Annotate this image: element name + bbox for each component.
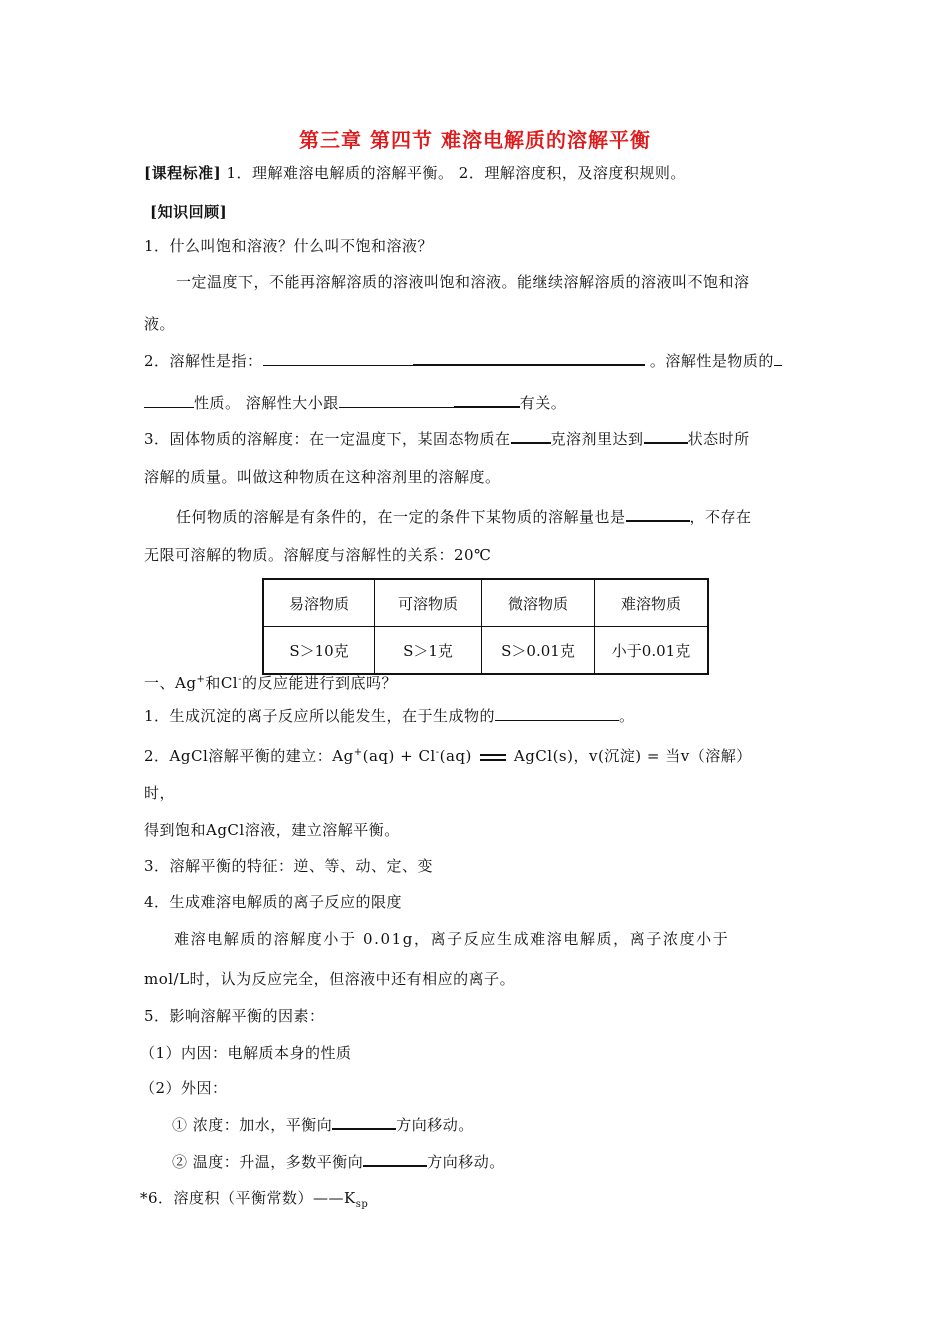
section1-item5-2a	[172, 1114, 474, 1135]
table-cell: S＞1克	[375, 627, 482, 675]
item5-2b-text-a: ② 温度：升温，多数平衡向	[172, 1153, 364, 1171]
review-a1-line2: 液。	[144, 315, 176, 333]
heading-text-b: 和Cl	[205, 674, 239, 692]
item5-2a-text-b: 方向移动。	[396, 1116, 474, 1134]
q2-blank-1[interactable]	[263, 351, 413, 366]
table-cell: S＞0.01克	[482, 627, 595, 675]
q3-text-b: 克溶剂里达到	[550, 430, 644, 448]
review-label: [知识回顾]	[150, 203, 228, 221]
review-q2-line1	[144, 350, 782, 371]
review-paragraph-line1	[176, 506, 752, 527]
standard-label: [课程标准]	[144, 164, 222, 182]
item2-sup-a: +	[353, 747, 363, 758]
item1-text-b: 。	[619, 707, 635, 725]
section1-item5-1: （1）内因：电解质本身的性质	[140, 1044, 352, 1062]
q3-text-c: 状态时所	[687, 430, 750, 448]
table-cell: 小于0.01克	[595, 627, 709, 675]
table-header-cell: 难溶物质	[595, 579, 709, 627]
item5-2a-text-a: ① 浓度：加水，平衡向	[172, 1116, 333, 1134]
review-q3-line1	[144, 428, 750, 449]
table-row	[263, 627, 708, 675]
section1-item4: 4．生成难溶电解质的离子反应的限度	[144, 893, 403, 911]
section1-item2-line2: 时，	[144, 784, 176, 802]
item2-text-d: AgCl(s)，v(沉淀) = 当v（溶解）	[513, 747, 752, 765]
section1-item3: 3．溶解平衡的特征：逆、等、动、定、变	[144, 857, 434, 875]
review-q2-line2	[144, 392, 566, 413]
q2-blank-2b[interactable]	[144, 393, 194, 408]
section1-item2-line3: 得到饱和AgCl溶液，建立溶解平衡。	[144, 821, 400, 839]
p-text-a: 任何物质的溶解是有条件的，在一定的条件下某物质的溶解量也是	[176, 508, 626, 526]
item6-sub: sp	[355, 1199, 369, 1210]
review-paragraph-line2: 无限可溶解的物质。溶解度与溶解性的关系：20℃	[144, 546, 492, 564]
q2-blank-1b[interactable]	[413, 350, 645, 366]
q2-text-c: 性质。 溶解性大小跟	[194, 394, 339, 412]
item2-text-b: (aq) + Cl	[362, 747, 436, 765]
page-title: 第三章 第四节 难溶电解质的溶解平衡	[299, 128, 651, 152]
heading-sup-a: +	[196, 674, 206, 685]
standard-text: 1．理解难溶电解质的溶解平衡。 2．理解溶度积，及溶度积规则。	[226, 164, 686, 182]
review-q3-line2: 溶解的质量。叫做这种物质在这种溶剂里的溶解度。	[144, 468, 501, 486]
q2-text-a: 2．溶解性是指：	[144, 352, 263, 370]
heading-sup-b: -	[238, 674, 242, 685]
section1-heading	[144, 670, 397, 693]
item5-2a-blank[interactable]	[332, 1114, 396, 1130]
item5-2b-text-b: 方向移动。	[427, 1153, 505, 1171]
table-cell: S＞10克	[263, 627, 375, 675]
p-blank-1[interactable]	[626, 506, 690, 522]
item2-sup-b: -	[435, 747, 440, 758]
table-header-cell: 微溶物质	[482, 579, 595, 627]
p-text-b: ，不存在	[689, 508, 752, 526]
item1-text-a: 1．生成沉淀的离子反应所以能发生，在于生成物的	[144, 707, 496, 725]
heading-text-c: 的反应能进行到底吗？	[242, 674, 398, 692]
section1-item2	[144, 743, 752, 766]
section1-item5: 5．影响溶解平衡的因素：	[144, 1007, 325, 1025]
section1-item1	[144, 706, 635, 726]
item1-blank[interactable]	[495, 706, 619, 721]
q2-blank-3[interactable]	[339, 393, 454, 408]
q2-blank-3b[interactable]	[454, 392, 520, 408]
item6-text: *6．溶度积（平衡常数）——K	[140, 1189, 356, 1207]
table-header-cell: 易溶物质	[263, 579, 375, 627]
q3-blank-2[interactable]	[644, 428, 688, 444]
item2-text-c: (aq)	[439, 747, 472, 765]
item2-text-a: 2．AgCl溶解平衡的建立：Ag	[144, 747, 354, 765]
section1-item4-p1: 难溶电解质的溶解度小于 0.01g，离子反应生成难溶电解质，离子浓度小于	[174, 930, 730, 948]
item5-2b-blank[interactable]	[363, 1151, 427, 1167]
q2-text-d: 有关。	[519, 394, 567, 412]
heading-text-a: 一、Ag	[144, 674, 197, 692]
review-q1: 1．什么叫饱和溶液？什么叫不饱和溶液？	[144, 237, 434, 255]
section1-item6	[140, 1188, 368, 1215]
table-row	[263, 579, 708, 627]
q2-text-b: 。溶解性是物质的	[649, 352, 774, 370]
section1-item4-p2: mol/L时，认为反应完全，但溶液中还有相应的离子。	[144, 970, 516, 988]
q2-blank-2[interactable]	[774, 351, 782, 366]
q3-text-a: 3．固体物质的溶解度：在一定温度下，某固态物质在	[144, 430, 511, 448]
equilibrium-arrow-icon	[480, 751, 506, 763]
section1-item5-2b	[172, 1151, 505, 1172]
review-a1-line1: 一定温度下，不能再溶解溶质的溶液叫饱和溶液。能继续溶解溶质的溶液叫不饱和溶	[176, 273, 750, 291]
solubility-table	[262, 578, 709, 675]
section1-item5-2: （2）外因：	[140, 1079, 228, 1097]
q3-blank-1[interactable]	[511, 428, 551, 444]
course-standard	[144, 163, 686, 183]
table-header-cell: 可溶物质	[375, 579, 482, 627]
